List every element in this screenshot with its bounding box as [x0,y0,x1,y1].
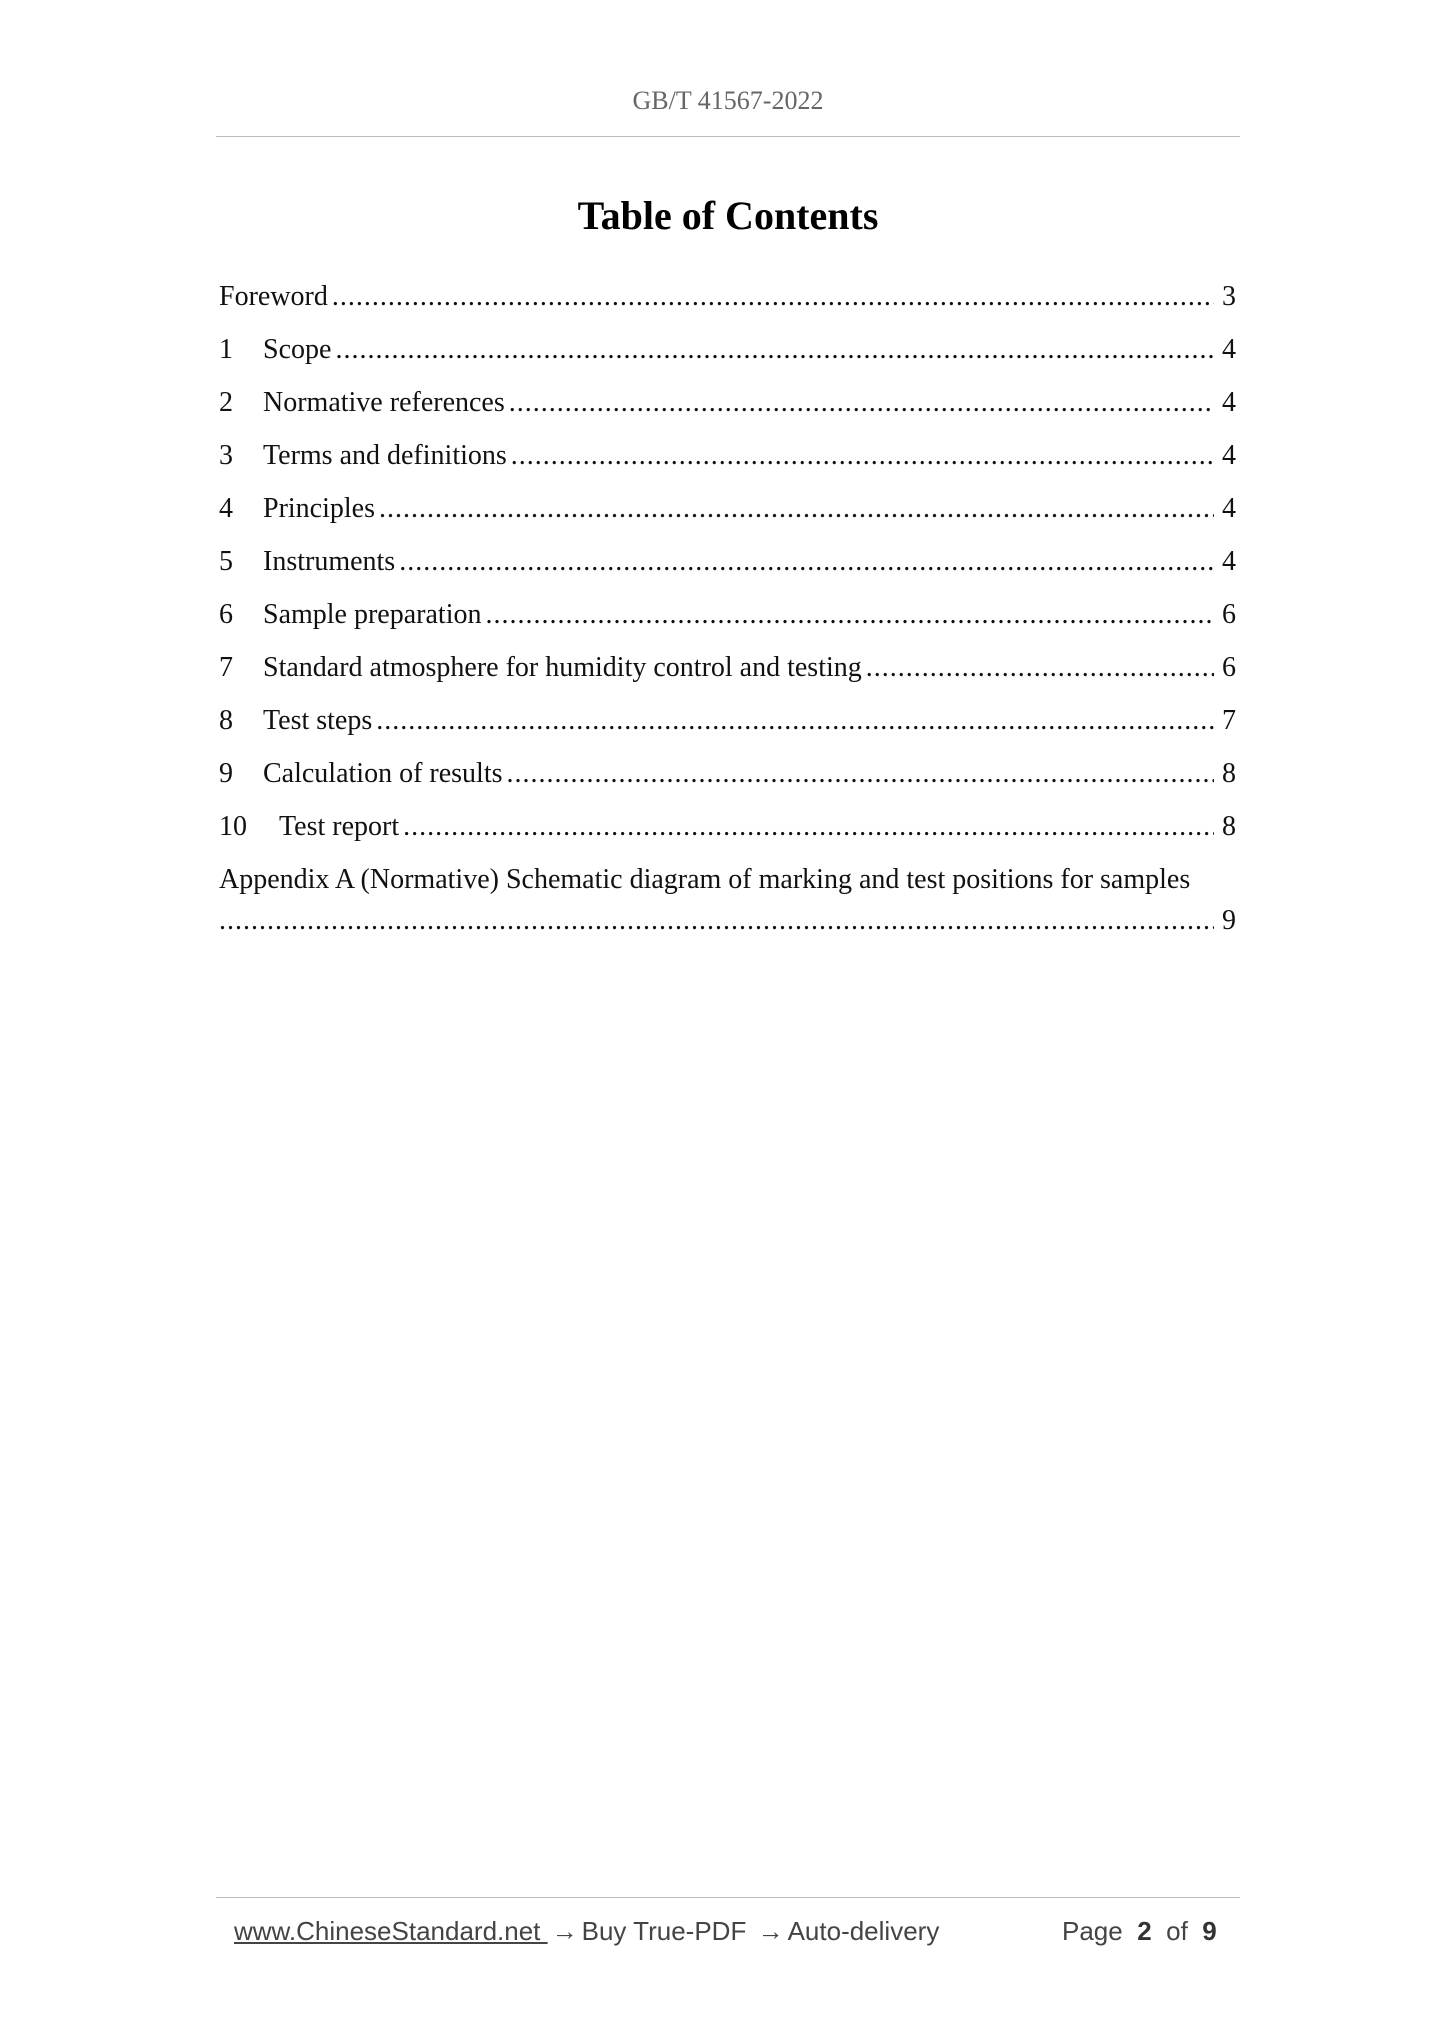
toc-entry-page: 6 [1222,599,1236,630]
toc-title: Table of Contents [577,193,879,238]
toc-leader-dots [335,323,1214,376]
toc-entry-appendix-a[interactable] [219,853,1236,943]
toc-entry-page: 4 [1222,387,1236,418]
total-page-number: 9 [1202,1916,1217,1946]
table-of-contents [219,270,1236,943]
toc-leader-dots [379,482,1214,535]
toc-entry-label: Test report [279,811,400,842]
toc-entry-page: 8 [1222,811,1236,842]
toc-entry-page: 3 [1222,281,1236,312]
arrow-right-icon: → [551,1916,578,1946]
toc-entry-instruments[interactable] [219,535,1236,588]
toc-entry-number: 9 [219,758,233,789]
toc-entry-number: 3 [219,440,233,471]
toc-leader-dots [866,641,1214,694]
toc-entry-appendix-continuation [219,898,1236,943]
toc-leader-dots [219,898,1214,943]
toc-entry-page: 4 [1222,334,1236,365]
of-word: of [1166,1916,1188,1946]
toc-leader-dots [485,588,1214,641]
site-link[interactable]: www.ChineseStandard.net [234,1916,548,1946]
toc-entry-label: Principles [263,493,375,524]
buy-true-pdf-text: Buy True-PDF [581,1916,747,1946]
toc-entry-number: 5 [219,546,233,577]
toc-leader-dots [511,429,1214,482]
toc-entry-page: 7 [1222,705,1236,736]
toc-entry-label: Scope [263,334,332,365]
arrow-right-icon: → [757,1916,784,1946]
page-indicator [1062,1916,1217,1947]
toc-entry-label: Standard atmosphere for humidity control and testing [263,652,862,683]
toc-leader-dots [403,800,1214,853]
auto-delivery-text: Auto-delivery [787,1916,940,1946]
toc-entry-label: Appendix A (Normative) Schematic diagram of marking and test positions for samples [219,864,1191,895]
toc-entry-number: 10 [219,811,247,842]
toc-entry-page: 4 [1222,440,1236,471]
toc-leader-dots [507,747,1214,800]
toc-entry-number: 6 [219,599,233,630]
page-word: Page [1062,1916,1123,1946]
toc-entry-page: 8 [1222,758,1236,789]
footer-promo [234,1916,939,1947]
toc-entry-label: Test steps [263,705,373,736]
current-page-number: 2 [1137,1916,1152,1946]
document-code-header: GB/T 41567-2022 [632,86,824,115]
toc-entry-foreword[interactable] [219,270,1236,323]
toc-leader-dots [332,270,1214,323]
toc-entry-label: Sample preparation [263,599,482,630]
header-divider [216,136,1240,137]
toc-leader-dots [509,376,1214,429]
toc-leader-dots [376,694,1214,747]
toc-entry-page: 6 [1222,652,1236,683]
toc-entry-terms-and-definitions[interactable] [219,429,1236,482]
footer-divider [216,1897,1240,1898]
toc-entry-page: 4 [1222,546,1236,577]
toc-leader-dots [399,535,1214,588]
toc-entry-normative-references[interactable] [219,376,1236,429]
toc-entry-page: 4 [1222,493,1236,524]
toc-entry-label: Terms and definitions [263,440,507,471]
toc-entry-calculation-of-results[interactable] [219,747,1236,800]
toc-entry-test-report[interactable] [219,800,1236,853]
toc-entry-number: 2 [219,387,233,418]
toc-entry-number: 8 [219,705,233,736]
toc-entry-test-steps[interactable] [219,694,1236,747]
toc-entry-page: 9 [1222,905,1236,936]
toc-entry-sample-preparation[interactable] [219,588,1236,641]
toc-entry-label: Normative references [263,387,505,418]
toc-entry-label: Foreword [219,281,328,312]
toc-entry-number: 1 [219,334,233,365]
toc-entry-scope[interactable] [219,323,1236,376]
toc-entry-number: 4 [219,493,233,524]
toc-entry-label: Calculation of results [263,758,503,789]
toc-entry-principles[interactable] [219,482,1236,535]
toc-entry-number: 7 [219,652,233,683]
toc-entry-standard-atmosphere[interactable] [219,641,1236,694]
toc-entry-label: Instruments [263,546,396,577]
